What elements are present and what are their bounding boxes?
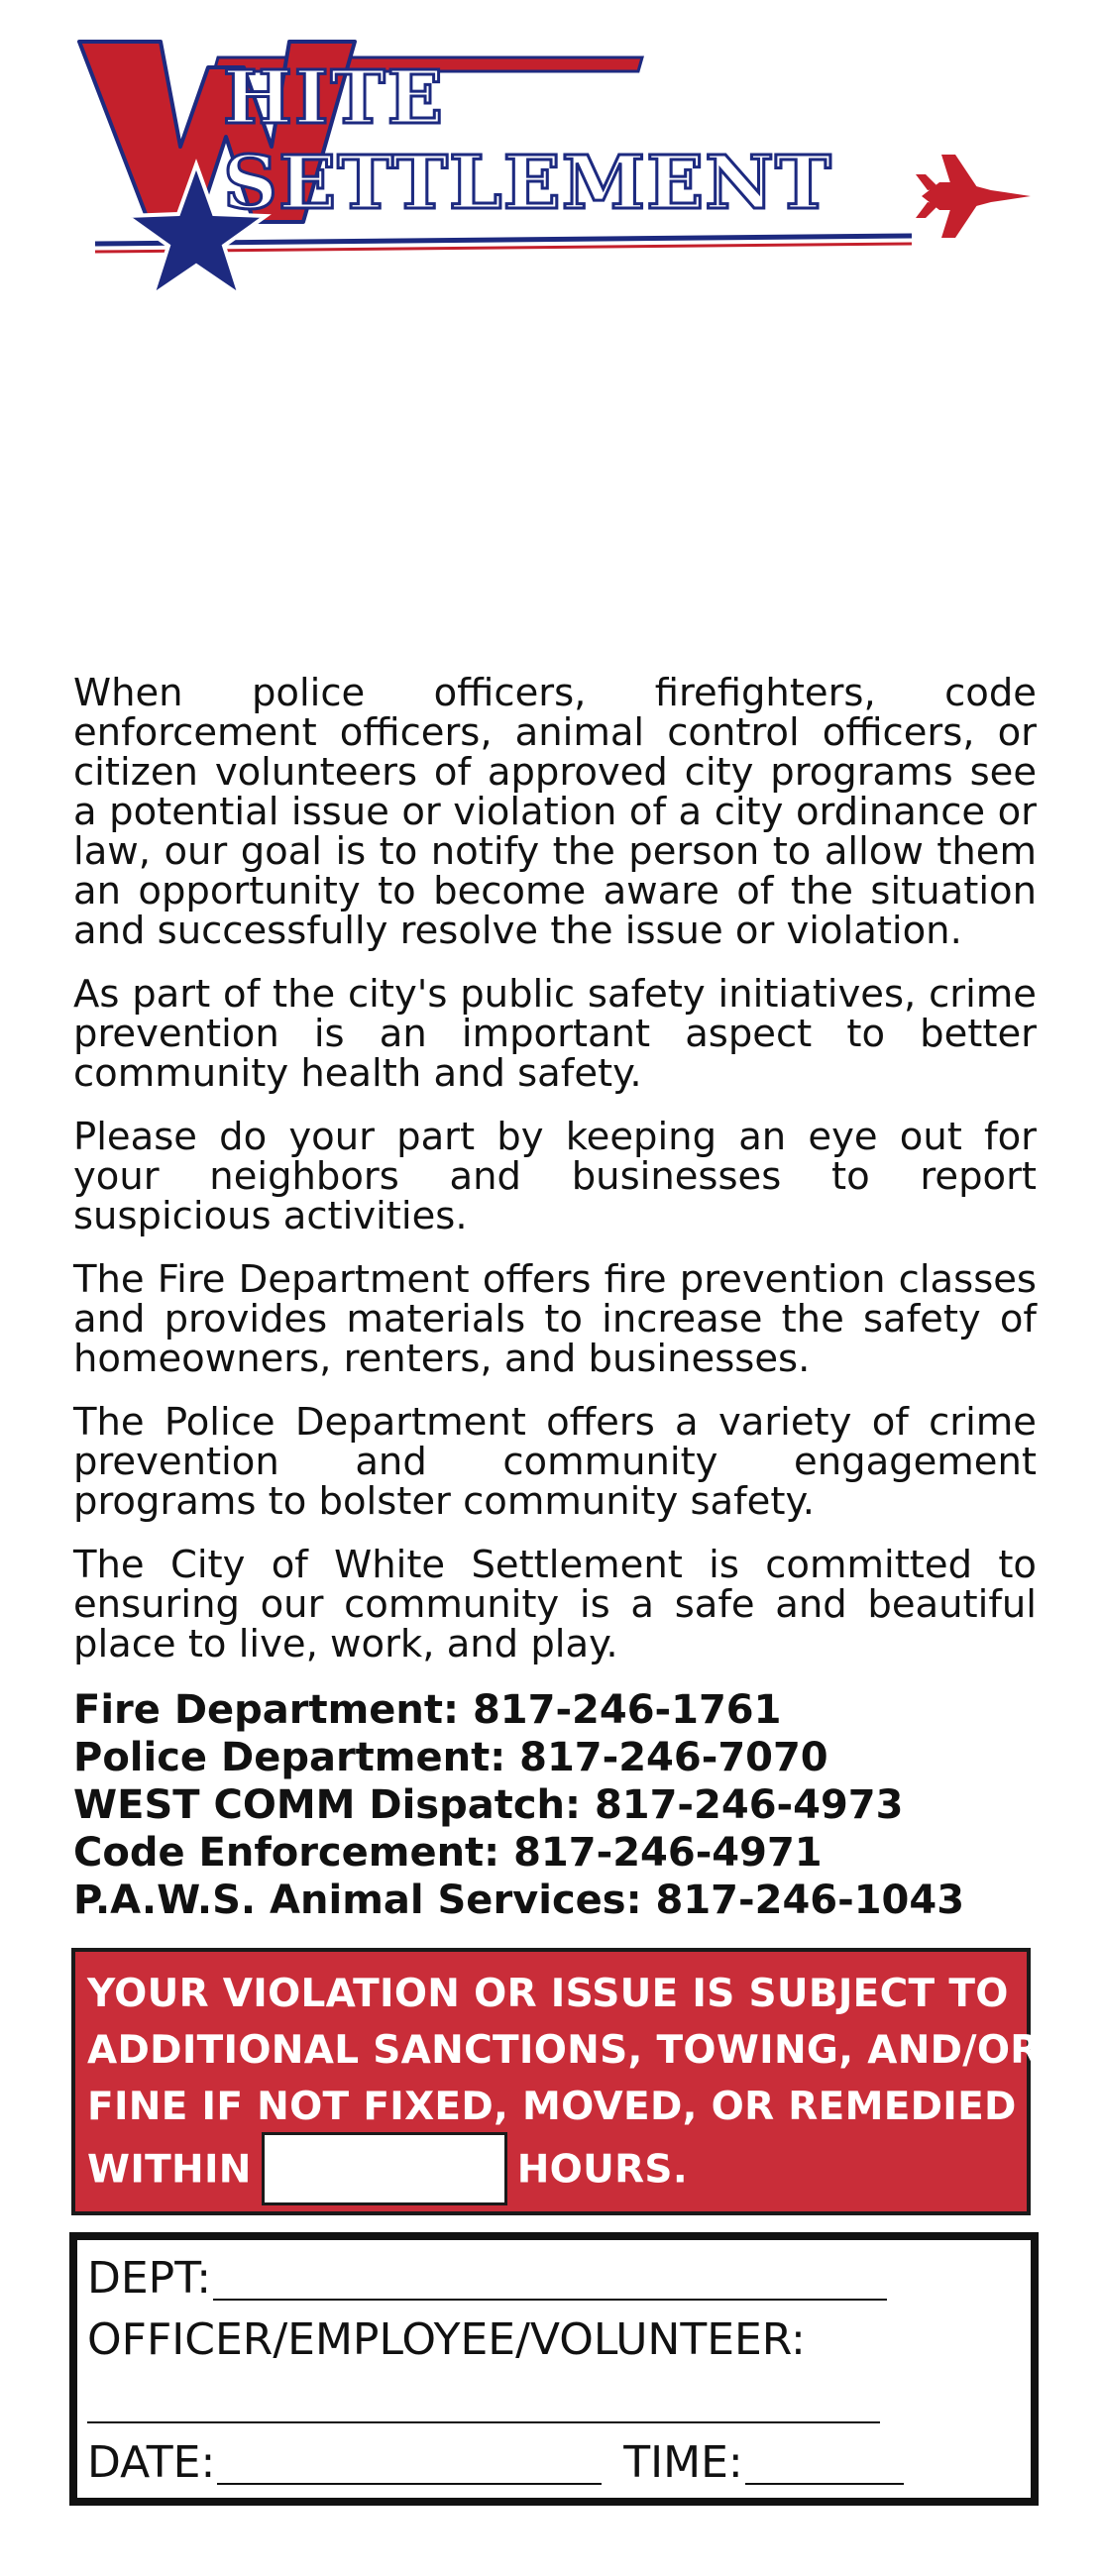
officer-label: OFFICER/EMPLOYEE/VOLUNTEER: bbox=[87, 2314, 806, 2365]
contact-dispatch: WEST COMM Dispatch: 817-246-4973 bbox=[73, 1782, 904, 1828]
dept-row bbox=[87, 2248, 1031, 2309]
jet-icon bbox=[916, 155, 1031, 238]
contact-police: Police Department: 817-246-7070 bbox=[73, 1735, 828, 1780]
contact-list bbox=[73, 1686, 1037, 1924]
warning-line-1: YOUR VIOLATION OR ISSUE IS SUBJECT TO bbox=[87, 1972, 1009, 2016]
warning-line-3: FINE IF NOT FIXED, MOVED, OR REMEDIED bbox=[87, 2085, 1017, 2129]
time-label: TIME: bbox=[623, 2437, 743, 2488]
paragraph-crime-prevention: As part of the city's public safety initiatives, crime prevention is an important aspect to better community health and safety. bbox=[73, 972, 1037, 1096]
paragraph-police-department: The Police Department offers a variety of crime prevention and community engagement programs to bolster community safety. bbox=[73, 1400, 1037, 1524]
logo-word-settlement: SETTLEMENT bbox=[223, 141, 832, 226]
contact-code-enforcement: Code Enforcement: 817-246-4971 bbox=[73, 1830, 823, 1876]
logo-word-hite: HITE bbox=[223, 55, 446, 141]
hours-input-box[interactable] bbox=[262, 2132, 507, 2205]
date-label: DATE: bbox=[87, 2437, 216, 2488]
warning-line-4 bbox=[87, 2135, 1015, 2208]
officer-form bbox=[69, 2232, 1039, 2506]
dept-label: DEPT: bbox=[87, 2253, 212, 2304]
officer-row bbox=[87, 2371, 1031, 2432]
paragraph-neighbors: Please do your part by keeping an eye out for your neighbors and businesses to report suspicious activities. bbox=[73, 1115, 1037, 1238]
violation-warning-box bbox=[71, 1948, 1041, 2215]
date-field[interactable] bbox=[217, 2441, 602, 2485]
contact-animal-services: P.A.W.S. Animal Services: 817-246-1043 bbox=[73, 1878, 965, 1923]
warning-line-2: ADDITIONAL SANCTIONS, TOWING, AND/OR bbox=[87, 2028, 1041, 2073]
paragraph-fire-department: The Fire Department offers fire prevention classes and provides materials to increase the safety of homeowners, renters, and businesses. bbox=[73, 1257, 1037, 1381]
date-time-row bbox=[87, 2432, 1031, 2494]
warning-within-label: WITHIN bbox=[87, 2147, 252, 2193]
warning-hours-label: HOURS. bbox=[516, 2147, 688, 2193]
body-text bbox=[73, 671, 1037, 1688]
officer-field[interactable] bbox=[87, 2380, 880, 2423]
paragraph-city-commitment: The City of White Settlement is committed to ensuring our community is a safe and beautiful place to live, work, and play. bbox=[73, 1543, 1037, 1666]
time-field[interactable] bbox=[745, 2441, 904, 2485]
paragraph-intro: When police officers, firefighters, code enforcement officers, animal control officers, or citizen volunteers of approved city programs see a potential issue or violation of a city ordinance or law, our goal is to notify the person to allow them an opportunity to become aware of the situation and successfully resolve the issue or violation. bbox=[73, 671, 1037, 953]
dept-field[interactable] bbox=[213, 2257, 887, 2301]
contact-fire: Fire Department: 817-246-1761 bbox=[73, 1687, 782, 1733]
